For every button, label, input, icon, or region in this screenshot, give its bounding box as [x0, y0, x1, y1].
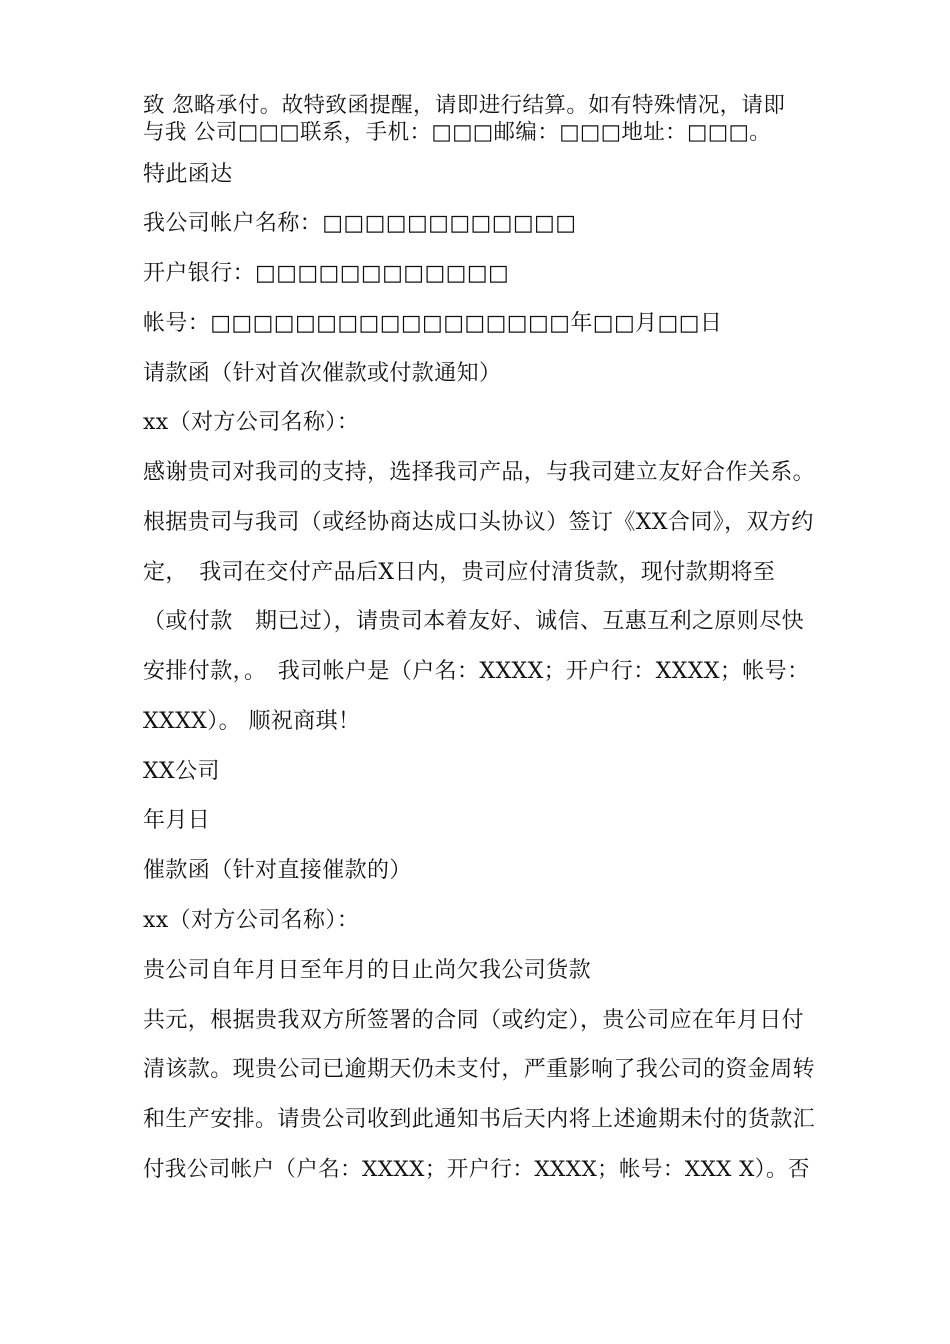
text-line: 我公司帐户名称：□□□□□□□□□□□□	[143, 211, 577, 236]
section-heading: 请款函（针对首次催款或付款通知）	[143, 361, 502, 386]
signature-company: XX公司	[143, 759, 220, 784]
section-heading: 催款函（针对直接催款的）	[143, 858, 412, 883]
salutation: xx（对方公司名称）：	[143, 410, 360, 435]
text-line: 清该款。现贵公司已逾期天仍未支付，严重影响了我公司的资金周转	[143, 1057, 816, 1082]
text-line: （或付款 期已过），请贵司本着友好、诚信、互惠互利之原则尽快	[143, 609, 805, 634]
text-line: 感谢贵司对我司的支持，选择我司产品，与我司建立友好合作关系。	[143, 460, 816, 485]
text-line: 开户银行：□□□□□□□□□□□□	[143, 261, 510, 286]
text-line: 安排付款，。 我司帐户是（户名：XXXX；开户行：XXXX；帐号：	[143, 659, 810, 684]
text-line: 致 忽略承付。故特致函提醒，请即进行结算。如有特殊情况，请即	[143, 93, 786, 118]
text-line: 根据贵司与我司（或经协商达成口头协议）签订《XX合同》，双方约	[143, 510, 814, 535]
text-line: 和生产安排。请贵公司收到此通知书后天内将上述逾期未付的货款汇	[143, 1107, 816, 1132]
text-line: XXXX）。 顺祝商琪！	[143, 709, 361, 734]
text-line: 与我 公司□□□联系，手机：□□□邮编：□□□地址：□□□。	[143, 120, 772, 145]
text-line: 特此函达	[143, 162, 233, 187]
text-line: 帐号：□□□□□□□□□□□□□□□□□年□□月□□日	[143, 311, 723, 336]
text-line: 付我公司帐户（户名：XXXX；开户行：XXXX；帐号：XXX X）。否	[143, 1157, 810, 1182]
text-line: 贵公司自年月日至年月的日止尚欠我公司货款	[143, 958, 592, 983]
text-line: 共元，根据贵我双方所签署的合同（或约定），贵公司应在年月日付	[143, 1008, 805, 1033]
text-line: 定， 我司在交付产品后X日内，贵司应付清货款，现付款期将至	[143, 560, 776, 585]
signature-date: 年月日	[143, 808, 211, 833]
salutation: xx（对方公司名称）：	[143, 908, 360, 933]
